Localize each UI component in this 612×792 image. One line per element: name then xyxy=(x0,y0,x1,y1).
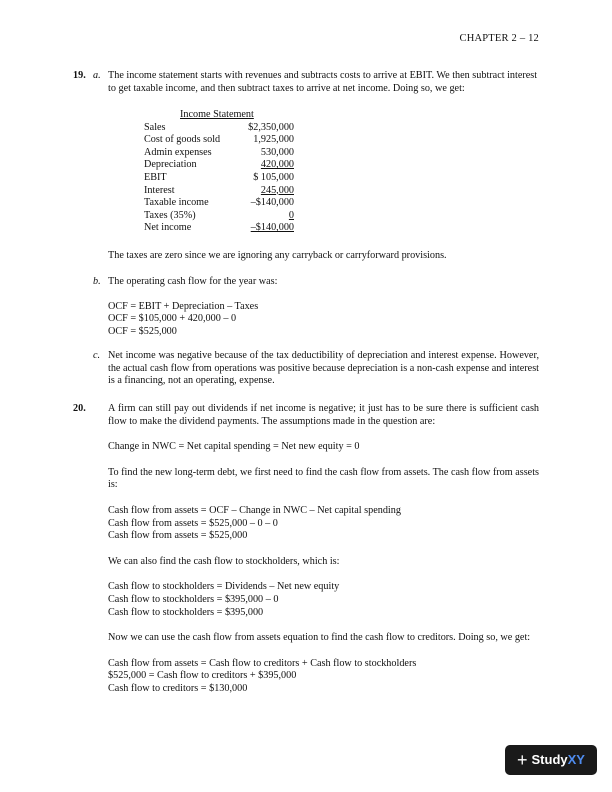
ocf-line: OCF = EBIT + Depreciation – Taxes xyxy=(108,300,259,312)
question-20 xyxy=(73,403,539,696)
statement-row-value: 420,000 xyxy=(260,159,294,171)
statement-title: Income Statement xyxy=(180,109,254,120)
question-19 xyxy=(73,70,539,95)
statement-row-label: Taxable income xyxy=(144,197,209,209)
statement-row-value: 530,000 xyxy=(260,146,294,158)
statement-row xyxy=(144,159,294,172)
statement-row xyxy=(144,172,294,185)
cfc-line: Cash flow from assets = Cash flow to creditors + Cash flow to stockholders xyxy=(108,657,417,669)
q20-paragraph-3: We can also find the cash flow to stockholders, which is: xyxy=(108,555,340,567)
cfs-line: Cash flow to stockholders = Dividends – Net new equity xyxy=(108,581,340,593)
part-c xyxy=(73,350,539,388)
statement-row-value: $2,350,000 xyxy=(248,121,294,133)
statement-row-value: 1,925,000 xyxy=(253,134,294,146)
statement-row-label: Interest xyxy=(144,184,175,196)
q20-intro: A firm can still pay out dividends if net income is negative; it just has to be sure there is sufficient cash flow to make the dividend payments. The assumptions made in the question are: xyxy=(108,403,539,427)
cfc-line: Cash flow to creditors = $130,000 xyxy=(108,682,248,694)
q20-paragraph-4: Now we can use the cash flow from assets equation to find the cash flow to creditors. Doing so, we get: xyxy=(108,632,531,644)
statement-row-value: $ 105,000 xyxy=(253,171,294,183)
statement-row-value: –$140,000 xyxy=(250,222,294,234)
part-a-note-block xyxy=(73,250,539,263)
statement-row-label: Taxes (35%) xyxy=(144,209,196,221)
statement-row-value: –$140,000 xyxy=(250,197,294,209)
ocf-line: OCF = $105,000 + 420,000 – 0 xyxy=(108,313,237,325)
statement-row-label: Sales xyxy=(144,121,166,133)
chapter-header: CHAPTER 2 – 12 xyxy=(459,33,539,44)
statement-row-label: Cost of goods sold xyxy=(144,134,221,146)
question-number: 20. xyxy=(73,403,86,414)
part-b xyxy=(73,276,539,338)
part-c-text: Net income was negative because of the tax deductibility of depreciation and interest expense. However, the actual cash flow from operations was positive because depreciation is a non-cash expense and interest is a financing, not an operating, expense. xyxy=(108,350,539,387)
income-statement xyxy=(144,109,294,235)
statement-row xyxy=(144,122,294,135)
taxes-note: The taxes are zero since we are ignoring any carryback or carryforward provisions. xyxy=(108,250,447,261)
statement-row-label: Admin expenses xyxy=(144,146,212,158)
statement-row xyxy=(144,147,294,160)
cfc-line: $525,000 = Cash flow to creditors + $395,000 xyxy=(108,670,297,682)
cfs-line: Cash flow to stockholders = $395,000 – 0 xyxy=(108,593,279,605)
statement-row xyxy=(144,210,294,223)
cfa-line: Cash flow from assets = $525,000 – 0 – 0 xyxy=(108,517,278,529)
statement-row-value: 0 xyxy=(288,209,294,221)
statement-row xyxy=(144,185,294,198)
statement-row-value: 245,000 xyxy=(260,184,294,196)
part-label: c. xyxy=(93,350,101,361)
q20-assumption: Change in NWC = Net capital spending = Net new equity = 0 xyxy=(108,441,360,453)
plus-icon: + xyxy=(517,749,528,770)
part-a-text: The income statement starts with revenues and subtracts costs to arrive at EBIT. We then subtract interest to get taxable income, and then subtract taxes to arrive at net income. Doing so, we get: xyxy=(108,70,538,94)
studyxy-logo[interactable] xyxy=(505,745,597,775)
statement-row xyxy=(144,222,294,235)
part-b-text: The operating cash flow for the year was: xyxy=(108,276,278,287)
statement-row-label: Net income xyxy=(144,222,192,234)
cfa-line: Cash flow from assets = OCF – Change in NWC – Net capital spending xyxy=(108,504,401,516)
ocf-line: OCF = $525,000 xyxy=(108,325,177,337)
brand-accent: XY xyxy=(567,751,585,767)
statement-row xyxy=(144,197,294,210)
statement-row-label: EBIT xyxy=(144,171,167,183)
cfa-line: Cash flow from assets = $525,000 xyxy=(108,530,248,542)
statement-row-label: Depreciation xyxy=(144,159,197,171)
cfs-line: Cash flow to stockholders = $395,000 xyxy=(108,606,264,618)
q20-paragraph-2: To find the new long-term debt, we first need to find the cash flow from assets. The cash flow from assets is: xyxy=(108,466,539,491)
brand-main: Study xyxy=(531,751,568,767)
question-number: 19. xyxy=(73,70,86,81)
part-label: b. xyxy=(93,276,101,287)
statement-row xyxy=(144,134,294,147)
part-a xyxy=(73,70,539,95)
part-label: a. xyxy=(93,70,101,81)
